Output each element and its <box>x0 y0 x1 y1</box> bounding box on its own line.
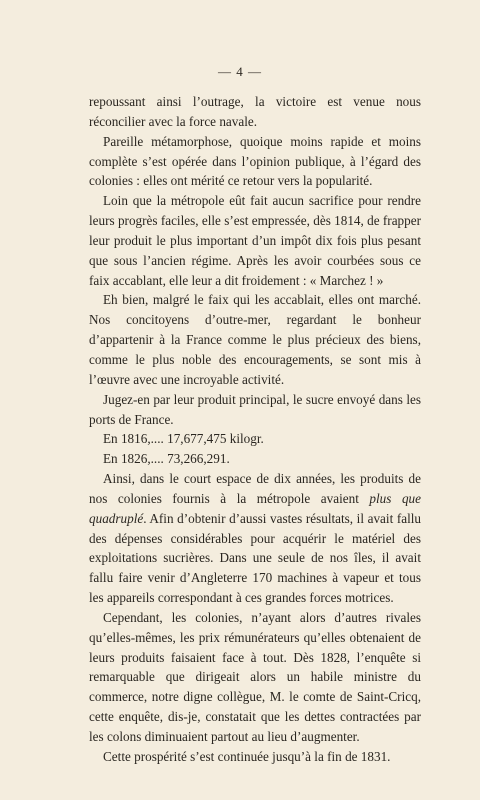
page-number: — 4 — <box>218 64 262 79</box>
figure-line-1826: En 1826,.... 73,266,291. <box>103 451 230 467</box>
body-text <box>89 92 421 767</box>
paragraph-6 <box>89 469 421 608</box>
paragraph-7: Cependant, les colonies, n’ayant alors d’autres rivales qu’elles-mêmes, les prix rémunérateurs qu’elles obtenaient de leurs produits faisaient face à tout. Dès 1828, l’enquête si remarquable que dirigeait alors un habile ministre du commerce, notre digne collègue, M. le comte de Saint-Cricq, cette enquête, dis-je, constatait que les dettes contractées par les colons diminuaient partout au lieu d’augmenter. <box>89 609 421 744</box>
paragraph-1: repoussant ainsi l’outrage, la victoire est venue nous réconcilier avec la force navale. <box>89 94 421 129</box>
paragraph-6-start: Ainsi, dans le court espace de dix années, les produits de nos colonies fournis à la métropole avaient <box>89 471 421 506</box>
paragraph-6-end: . Afin d’obtenir d’aussi vastes résultats, il avait fallu des dépenses considérables pour acquérir le matériel des exploitations sucrières. Dans une seule de nos îles, il avait fallu faire venir d’Angleterre 170 machines à vapeur et tous les appareils correspondant à ces grandes forces motrices. <box>89 510 421 606</box>
paragraph-8: Cette prospérité s’est continuée jusqu’à la fin de 1831. <box>103 748 391 764</box>
paragraph-5: Jugez-en par leur produit principal, le sucre envoyé dans les ports de France. <box>89 391 421 427</box>
paragraph-3: Loin que la métropole eût fait aucun sacrifice pour rendre leurs progrès faciles, elle s’est empressée, dès 1814, de frapper leur produit le plus important d’un impôt dix fois plus pesant que sous l’ancien régime. Après les avoir courbées sous ce faix accablant, elle leur a dit froidement : « Marchez ! » <box>89 193 421 288</box>
figure-line-1816: En 1816,.... 17,677,475 kilogr. <box>103 431 264 447</box>
paragraph-4: Eh bien, malgré le faix qui les accablait, elles ont marché. Nos concitoyens d’outre-mer, regardant le bonheur d’appartenir à la France comme le plus précieux des biens, comme le plus noble des encouragements, se sont mis à l’œuvre avec une incroyable activité. <box>89 292 421 387</box>
paragraph-6-emphasis: plus que quadruplé <box>89 490 421 526</box>
paragraph-2: Pareille métamorphose, quoique moins rapide et moins complète s’est opérée dans l’opinion publique, à l’égard des colonies : elles ont mérité ce retour vers la popularité. <box>89 133 421 189</box>
